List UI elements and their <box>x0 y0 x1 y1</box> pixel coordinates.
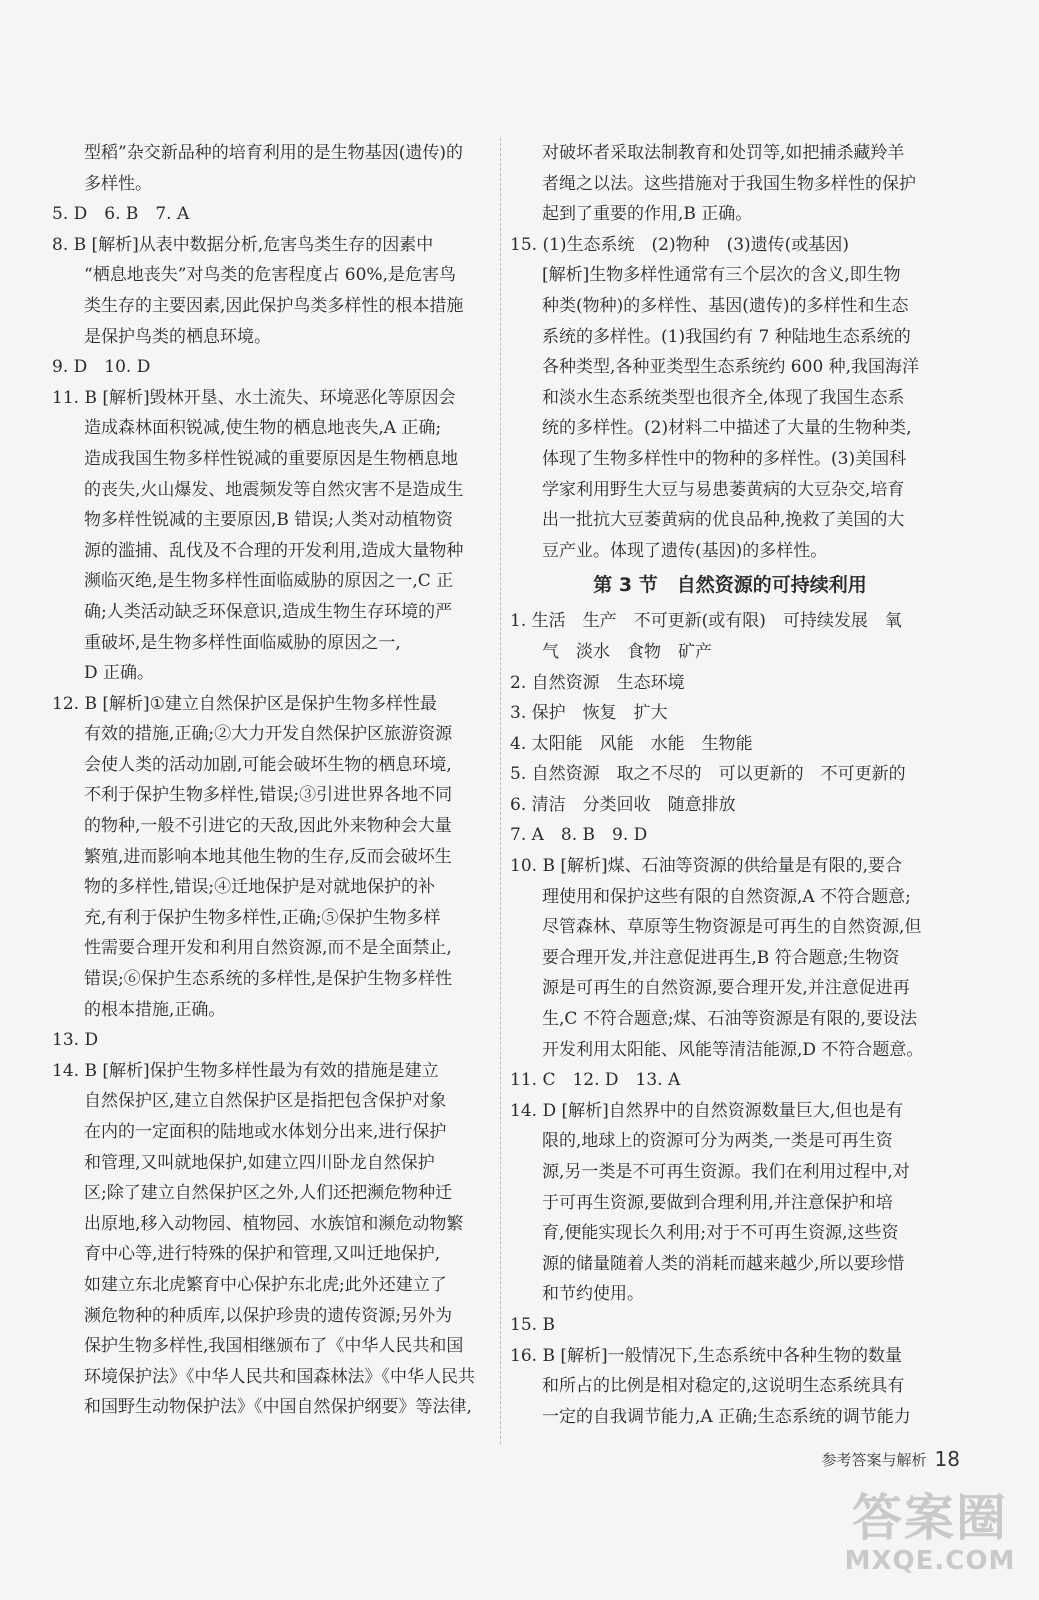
text-line: 生,C 不符合题意;煤、石油等资源是有限的,要设法 <box>542 1009 917 1030</box>
text-line: 1. 生活 生产 不可更新(或有限) 可持续发展 氧 <box>510 611 902 632</box>
page-footer <box>800 1444 960 1474</box>
text-line: 于可再生资源,要做到合理利用,并注意保护和培 <box>542 1192 893 1213</box>
text-line: 源的滥捕、乱伐及不合理的开发利用,造成大量物种 <box>84 540 464 561</box>
text-line: 统的多样性。(2)材料二中描述了大量的生物种类, <box>542 418 912 439</box>
text-line: 性需要合理开发和利用自然资源,而不是全面禁止, <box>84 938 452 959</box>
text-line: 8. B [解析]从表中数据分析,危害鸟类生存的因素中 <box>52 234 434 255</box>
text-line: 12. B [解析]①建立自然保护区是保护生物多样性最 <box>52 693 437 714</box>
text-line: 区;除了建立自然保护区之外,人们还把濒危物种迁 <box>84 1183 453 1204</box>
text-line: 一定的自我调节能力,A 正确;生态系统的调节能力 <box>542 1406 911 1427</box>
continued-text <box>52 138 492 199</box>
text-line: 出一批抗大豆萎黄病的优良品种,挽救了美国的大 <box>542 510 905 531</box>
text-line: 类生存的主要因素,因此保护鸟类多样性的根本措施 <box>84 295 464 316</box>
text-line: 育,便能实现长久利用;对于不可再生资源,这些资 <box>542 1223 899 1244</box>
text-line: 理使用和保护这些有限的自然资源,A 不符合题意; <box>542 886 911 907</box>
text-line: 型稻”杂交新品种的培育利用的是生物基因(遗传)的 <box>84 143 463 163</box>
text-line: “栖息地丧失”对鸟类的危害程度占 60%,是危害鸟 <box>84 265 456 286</box>
text-line: 造成我国生物多样性锐减的重要原因是生物栖息地 <box>84 448 458 469</box>
answer-s1 <box>510 606 950 667</box>
text-line: 和管理,又叫就地保护,如建立四川卧龙自然保护 <box>84 1152 435 1173</box>
text-line: 和淡水生态系统类型也很齐全,体现了我国生态系 <box>542 387 905 408</box>
text-line: 尽管森林、草原等生物资源是可再生的自然资源,但 <box>542 917 922 938</box>
right-column <box>510 138 950 1432</box>
text-line: 出原地,移入动物园、植物园、水族馆和濒危动物繁 <box>84 1213 464 1234</box>
text-line: 和国野生动物保护法》《中国自然保护纲要》等法律, <box>84 1397 472 1418</box>
text-line: 种类(物种)的多样性、基因(遗传)的多样性和生态 <box>542 295 909 316</box>
text-line: 错误;⑥保护生态系统的多样性,是保护生物多样性 <box>84 969 453 990</box>
text-line: 14. D [解析]自然界中的自然资源数量巨大,但也是有 <box>510 1100 904 1121</box>
answer-s11-13: 11. C 12. D 13. A <box>510 1070 681 1091</box>
text-line: 在内的一定面积的陆地或水体划分出来,进行保护 <box>84 1122 447 1142</box>
answer-s7-9: 7. A 8. B 9. D <box>510 825 648 846</box>
text-line: 造成森林面积锐减,使生物的栖息地丧失,A 正确; <box>84 418 442 439</box>
answer-12 <box>52 689 492 1026</box>
text-line: 多样性。 <box>84 173 152 194</box>
text-line: 源的储量随着人类的消耗而越来越少,所以要珍惜 <box>542 1253 905 1274</box>
text-line: 的根本措施,正确。 <box>84 999 226 1020</box>
text-line: 不利于保护生物多样性,错误;③引进世界各地不同 <box>84 785 453 806</box>
text-line: 有效的措施,正确;②大力开发自然保护区旅游资源 <box>84 724 453 745</box>
text-line: 14. B [解析]保护生物多样性最为有效的措施是建立 <box>52 1060 439 1081</box>
answer-13: 13. D <box>52 1030 99 1051</box>
text-line: 繁殖,进而影响本地其他生物的生存,反而会破坏生 <box>84 846 452 867</box>
text-line: 重破坏,是生物多样性面临威胁的原因之一, <box>84 632 401 653</box>
text-line: 如建立东北虎繁育中心保护东北虎;此外还建立了 <box>84 1274 447 1295</box>
section-title: 第 3 节 自然资源的可持续利用 <box>593 574 867 597</box>
watermark-logo <box>830 1478 1030 1588</box>
text-line: 环境保护法》《中华人民共和国森林法》《中华人民共 <box>84 1366 475 1387</box>
answer-s3: 3. 保护 恢复 扩大 <box>510 703 668 724</box>
text-line: 源,另一类是不可再生资源。我们在利用过程中,对 <box>542 1162 910 1182</box>
text-line: 是保护鸟类的栖息环境。 <box>84 326 271 347</box>
page-number: 18 <box>934 1447 960 1471</box>
text-line: 育中心等,进行特殊的保护和管理,又叫迁地保护, <box>84 1244 441 1265</box>
text-line: 者绳之以法。这些措施对于我国生物多样性的保护 <box>542 173 916 194</box>
text-line: 确;人类活动缺乏环保意识,造成生物生存环境的严 <box>84 601 453 622</box>
text-line: 物的多样性,错误;④迁地保护是对就地保护的补 <box>84 877 436 898</box>
answer-8 <box>52 230 492 352</box>
text-line: 保护生物多样性,我国相继颁布了《中华人民共和国 <box>84 1336 464 1357</box>
answer-15 <box>510 230 950 567</box>
text-line: 系统的多样性。(1)我国约有 7 种陆地生态系统的 <box>542 326 911 347</box>
text-line: 开发利用太阳能、风能等清洁能源,D 不符合题意。 <box>542 1039 924 1060</box>
text-line: 的物种,一般不引进它的天敌,因此外来物种会大量 <box>84 816 452 837</box>
text-line: 源是可再生的自然资源,要合理开发,并注意促进再 <box>542 978 910 999</box>
left-column <box>52 138 492 1423</box>
answer-s15: 15. B <box>510 1314 555 1335</box>
watermark-url: MXQE.COM <box>844 1546 1016 1576</box>
text-line: 气 淡水 食物 矿产 <box>542 641 712 662</box>
text-line: 会使人类的活动加剧,可能会破坏生物的栖息环境, <box>84 754 452 775</box>
text-line: 自然保护区,建立自然保护区是指把包含保护对象 <box>84 1091 447 1112</box>
text-line: 豆产业。体现了遗传(基因)的多样性。 <box>542 540 828 561</box>
text-line: 起到了重要的作用,B 正确。 <box>542 204 753 225</box>
text-line: 15. (1)生态系统 (2)物种 (3)遗传(或基因) <box>510 234 849 255</box>
text-line: [解析]生物多样性通常有三个层次的含义,即生物 <box>542 265 901 286</box>
text-line: 学家利用野生大豆与易患萎黄病的大豆杂交,培育 <box>542 479 905 500</box>
text-line: 的丧失,火山爆发、地震频发等自然灾害不是造成生 <box>84 479 464 500</box>
continued-text <box>510 138 950 230</box>
text-line: 体现了生物多样性中的物种的多样性。(3)美国科 <box>542 448 907 469</box>
answer-14 <box>52 1056 492 1423</box>
answer-s14 <box>510 1096 950 1310</box>
answer-s2: 2. 自然资源 生态环境 <box>510 672 685 693</box>
text-line: 10. B [解析]煤、石油等资源的供给量是有限的,要合 <box>510 856 903 877</box>
text-line: 16. B [解析]一般情况下,生态系统中各种生物的数量 <box>510 1345 903 1366</box>
text-line: 物多样性锐减的主要原因,B 错误;人类对动植物资 <box>84 510 454 531</box>
text-line: 对破坏者采取法制教育和处罚等,如把捕杀藏羚羊 <box>542 143 905 163</box>
answer-s4: 4. 太阳能 风能 水能 生物能 <box>510 733 753 754</box>
answer-9-10: 9. D 10. D <box>52 357 151 378</box>
answer-s5: 5. 自然资源 取之不尽的 可以更新的 不可更新的 <box>510 764 906 785</box>
text-line: 充,有利于保护生物多样性,正确;⑤保护生物多样 <box>84 907 441 928</box>
text-line: 和节约使用。 <box>542 1284 644 1305</box>
answer-s16 <box>510 1341 950 1433</box>
watermark-logo-text: 答案圈 <box>852 1489 1008 1547</box>
column-divider <box>500 138 501 1444</box>
answer-5-7: 5. D 6. B 7. A <box>52 204 190 225</box>
answer-s6: 6. 清洁 分类回收 随意排放 <box>510 794 736 815</box>
text-line: 濒危物种的种质库,以保护珍贵的遗传资源;另外为 <box>84 1305 453 1326</box>
text-line: D 正确。 <box>84 663 155 684</box>
text-line: 濒临灭绝,是生物多样性面临威胁的原因之一,C 正 <box>84 571 454 592</box>
answer-11 <box>52 383 492 689</box>
text-line: 要合理开发,并注意促进再生,B 符合题意;生物资 <box>542 947 900 968</box>
text-line: 限的,地球上的资源可分为两类,一类是可再生资 <box>542 1131 893 1152</box>
text-line: 各种类型,各种亚类型生态系统约 600 种,我国海洋 <box>542 357 920 378</box>
text-line: 11. B [解析]毁林开垦、水土流失、环境恶化等原因会 <box>52 387 456 408</box>
text-line: 和所占的比例是相对稳定的,这说明生态系统具有 <box>542 1376 905 1397</box>
footer-label: 参考答案与解析 <box>821 1450 927 1469</box>
answer-s10 <box>510 851 950 1065</box>
